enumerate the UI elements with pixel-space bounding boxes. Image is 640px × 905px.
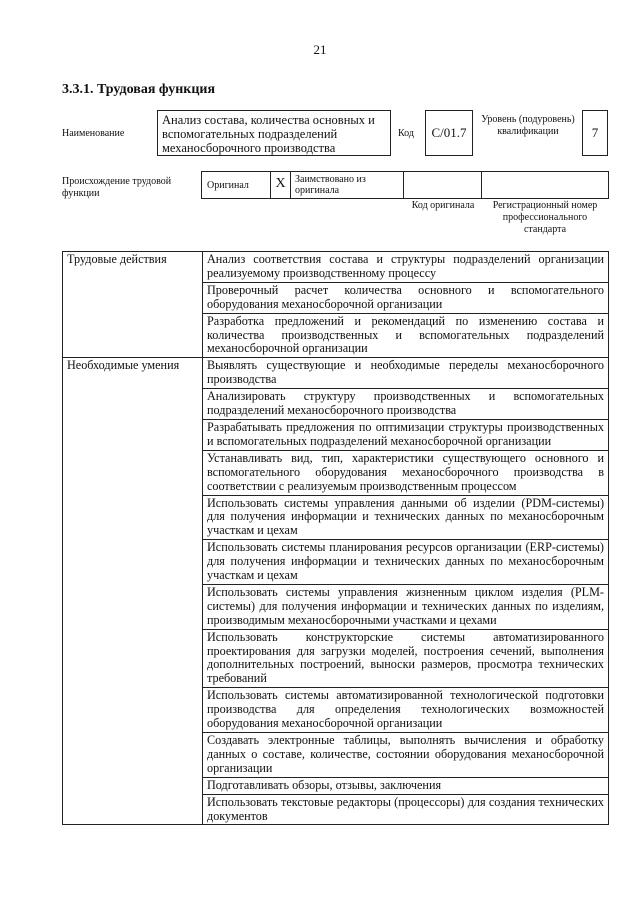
category-required-skills: Необходимые умения [63,358,203,825]
table-cell: Создавать электронные таблицы, выполнять вычисления и обработку данных о составе, количестве, состоянии оборудования механосборочной организации [203,733,609,778]
table-cell: Разрабатывать предложения по оптимизации структуры производственных и вспомогательных подразделений механосборочной организации [203,419,609,450]
table-row [63,358,609,389]
original-mark: X [270,171,291,199]
original-code-cell [403,171,482,199]
table-cell: Использовать системы планирования ресурсов организации (ERP-системы) для получения информации и технических данных по механосборочным участкам и цехам [203,540,609,585]
table-cell: Использовать конструкторские системы автоматизированного проектирования для загрузки моделей, построения сечений, выполнения дополнительных построений, выноски размеров, просмотра технических требований [203,629,609,688]
table-cell: Использовать текстовые редакторы (процессоры) для создания технических документов [203,794,609,825]
table-cell: Использовать системы управления жизненным циклом изделия (PLM-системы) для получения информации и технических данных по изделиям, производимым механосборочными участками и цехами [203,584,609,629]
function-code-value: C/01.7 [425,110,473,156]
table-cell: Выявлять существующие и необходимые переделы механосборочного производства [203,358,609,389]
table-cell: Устанавливать вид, тип, характеристики существующего основного и вспомогательного оборудования механосборочного производства в соответствии с реализуемым производственным процессом [203,450,609,495]
original-label: Оригинал [201,171,271,199]
table-cell: Проверочный расчет количества основного и вспомогательного оборудования механосборочной организации [203,282,609,313]
labor-function-table [62,251,609,825]
origin-label: Происхождение трудовой функции [62,176,172,199]
table-cell: Использовать системы автоматизированной технологической подготовки производства для определения технологических возможностей оборудования механосборочной организации [203,688,609,733]
borrowed-label: Заимствовано из оригинала [290,171,404,199]
code-label: Код [398,128,414,139]
table-row [63,252,609,283]
table-cell: Анализировать структуру производственных и вспомогательных подразделений механосборочного производства [203,389,609,420]
registration-number-cell [481,171,609,199]
origin-row [201,171,609,199]
table-cell: Использовать системы управления данными об изделии (PDM-системы) для получения информации и технических данных по механосборочным участкам и цехам [203,495,609,540]
original-code-caption: Код оригинала [411,200,475,211]
table-cell: Анализ соответствия состава и структуры подразделений организации реализуемому производственному процессу [203,252,609,283]
function-name-value: Анализ состава, количества основных и вспомогательных подразделений механосборочного производства [157,110,391,156]
name-label: Наименование [62,128,125,139]
category-labor-actions: Трудовые действия [63,252,203,358]
section-title: 3.3.1. Трудовая функция [62,82,216,97]
registration-number-caption: Регистрационный номер профессионального стандарта [492,200,598,235]
page-number: 21 [313,42,327,57]
table-cell: Разработка предложений и рекомендаций по изменению состава и количества производственных и вспомогательных подразделений механосборочной организации [203,313,609,358]
qualification-level-value: 7 [582,110,608,156]
table-cell: Подготавливать обзоры, отзывы, заключения [203,777,609,794]
level-label: Уровень (подуровень) квалификации [481,114,575,137]
